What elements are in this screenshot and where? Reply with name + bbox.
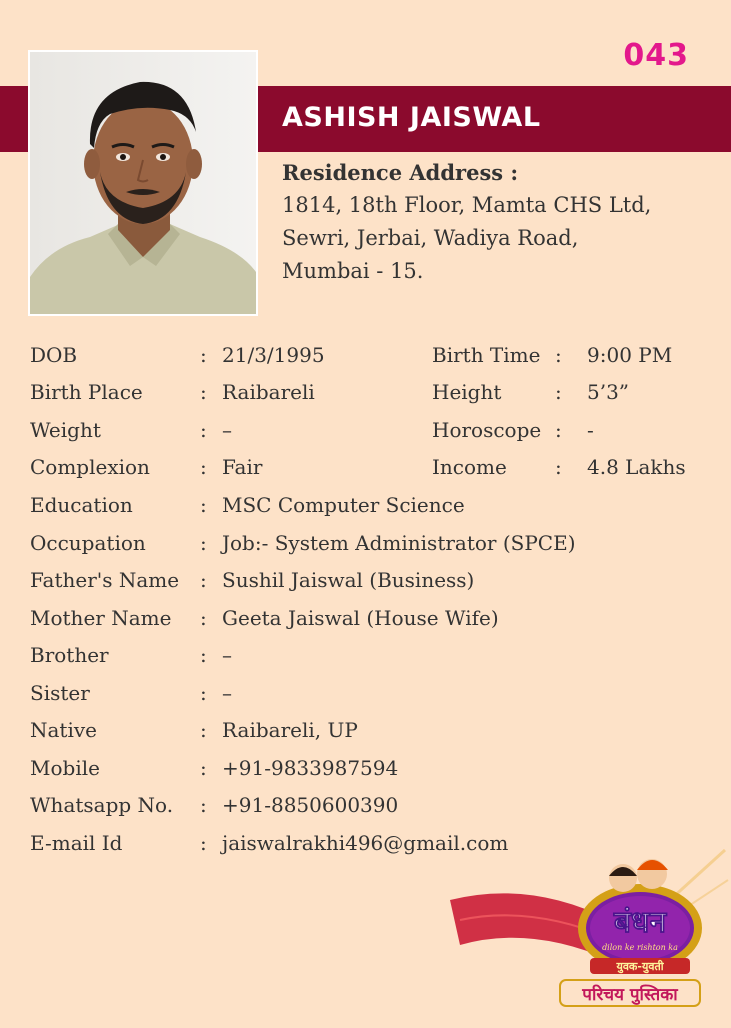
mother-name-value: Geeta Jaiswal (House Wife)	[222, 606, 499, 630]
email-value: jaiswalrakhi496@gmail.com	[222, 831, 509, 855]
complexion-label: Complexion	[30, 455, 150, 479]
income-value: 4.8 Lakhs	[587, 455, 686, 479]
dob-value: 21/3/1995	[222, 343, 325, 367]
address-label: Residence Address :	[282, 160, 519, 185]
profile-photo	[28, 50, 258, 316]
separator: :	[555, 418, 562, 442]
father-name-value: Sushil Jaiswal (Business)	[222, 568, 475, 592]
separator: :	[200, 380, 207, 404]
education-label: Education	[30, 493, 133, 517]
separator: :	[200, 343, 207, 367]
birth-time-label: Birth Time	[432, 343, 541, 367]
sister-value: –	[222, 681, 232, 705]
separator: :	[200, 643, 207, 667]
income-label: Income	[432, 455, 507, 479]
whatsapp-value: +91-8850600390	[222, 793, 399, 817]
weight-label: Weight	[30, 418, 101, 442]
separator: :	[200, 568, 207, 592]
separator: :	[200, 681, 207, 705]
birth-place-value: Raibareli	[222, 380, 315, 404]
profile-number: 043	[623, 38, 689, 73]
separator: :	[200, 718, 207, 742]
email-label: E-mail Id	[30, 831, 123, 855]
brother-value: –	[222, 643, 232, 667]
separator: :	[200, 756, 207, 780]
weight-value: –	[222, 418, 232, 442]
occupation-value: Job:- System Administrator (SPCE)	[222, 531, 576, 555]
native-label: Native	[30, 718, 97, 742]
logo-title: बंधन	[613, 905, 667, 940]
dob-label: DOB	[30, 343, 78, 367]
separator: :	[200, 531, 207, 555]
separator: :	[200, 831, 207, 855]
birth-time-value: 9:00 PM	[587, 343, 673, 367]
mother-name-label: Mother Name	[30, 606, 172, 630]
occupation-label: Occupation	[30, 531, 146, 555]
whatsapp-label: Whatsapp No.	[30, 793, 174, 817]
logo-tagline: dilon ke rishton ka	[602, 943, 678, 952]
address-line: Mumbai - 15.	[282, 259, 424, 283]
address-line: 1814, 18th Floor, Mamta CHS Ltd,	[282, 193, 652, 217]
separator: :	[200, 793, 207, 817]
separator: :	[555, 380, 562, 404]
brother-label: Brother	[30, 643, 109, 667]
height-value: 5’3”	[587, 380, 630, 404]
mobile-value: +91-9833987594	[222, 756, 399, 780]
person-name: ASHISH JAISWAL	[282, 102, 541, 133]
mobile-label: Mobile	[30, 756, 100, 780]
education-value: MSC Computer Science	[222, 493, 465, 517]
father-name-label: Father's Name	[30, 568, 180, 592]
address-line: Sewri, Jerbai, Wadiya Road,	[282, 226, 579, 250]
native-value: Raibareli, UP	[222, 718, 358, 742]
complexion-value: Fair	[222, 455, 263, 479]
logo-sub1: युवक-युवती	[616, 960, 664, 973]
horoscope-label: Horoscope	[432, 418, 542, 442]
height-label: Height	[432, 380, 502, 404]
separator: :	[200, 493, 207, 517]
separator: :	[200, 606, 207, 630]
logo-sub2: परिचय पुस्तिका	[582, 985, 678, 1005]
bandhan-logo	[440, 840, 730, 1024]
separator: :	[200, 418, 207, 442]
sister-label: Sister	[30, 681, 90, 705]
separator: :	[555, 455, 562, 479]
birth-place-label: Birth Place	[30, 380, 143, 404]
horoscope-value: -	[587, 418, 594, 442]
separator: :	[200, 455, 207, 479]
separator: :	[555, 343, 562, 367]
